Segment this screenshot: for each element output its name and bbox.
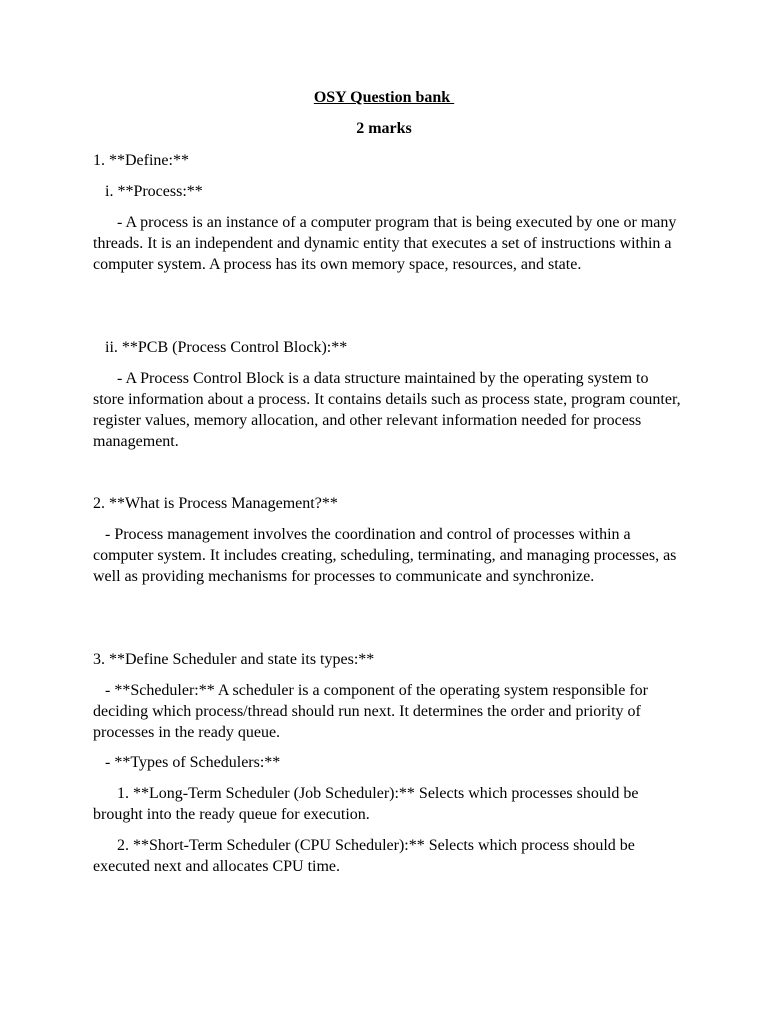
document-subtitle: 2 marks (356, 120, 412, 137)
q2-paragraph (93, 524, 683, 587)
q1-i-indent (93, 214, 117, 231)
q1-ii-paragraph (93, 368, 683, 452)
q1-ii-body: - A Process Control Block is a data structure maintained by the operating system to store information about a process. It contains details such as process state, program counter, register values, memory allocation, and other relevant information needed for process management. (93, 370, 681, 450)
q1-ii-heading: ii. **PCB (Process Control Block):** (93, 339, 348, 356)
q3-indent (93, 682, 105, 699)
q2-heading: 2. **What is Process Management?** (93, 495, 338, 512)
document-title: OSY Question bank (313, 89, 455, 106)
q1-i-heading: i. **Process:** (93, 183, 203, 200)
q3-type1-indent (93, 785, 117, 802)
q3-type2-indent (93, 837, 117, 854)
q3-type1-paragraph (93, 783, 683, 825)
q1-i-body: - A process is an instance of a computer program that is being executed by one or many threads. It is an independent and dynamic entity that executes a set of instructions within a computer system. A process has its own memory space, resources, and state. (93, 214, 677, 273)
q3-type1-body: 1. **Long-Term Scheduler (Job Scheduler):** Selects which processes should be brought into the ready queue for execution. (93, 785, 639, 823)
q3-type2-paragraph (93, 835, 683, 877)
q2-indent (93, 526, 105, 543)
q1-ii-indent (93, 370, 117, 387)
q3-types-heading: - **Types of Schedulers:** (93, 754, 281, 771)
q1-i-paragraph (93, 212, 683, 275)
q2-body: - Process management involves the coordination and control of processes within a computer system. It includes creating, scheduling, terminating, and managing processes, as well as providing mechanisms for processes to communicate and synchronize. (93, 526, 677, 585)
q3-heading: 3. **Define Scheduler and state its types:** (93, 651, 375, 668)
q1-heading: 1. **Define:** (93, 152, 189, 169)
q3-type2-body: 2. **Short-Term Scheduler (CPU Scheduler):** Selects which process should be executed next and allocates CPU time. (93, 837, 635, 875)
q3-scheduler-paragraph (93, 680, 683, 743)
q3-scheduler-body: - **Scheduler:** A scheduler is a component of the operating system responsible for deciding which process/thread should run next. It determines the order and priority of processes in the ready queue. (93, 682, 648, 741)
